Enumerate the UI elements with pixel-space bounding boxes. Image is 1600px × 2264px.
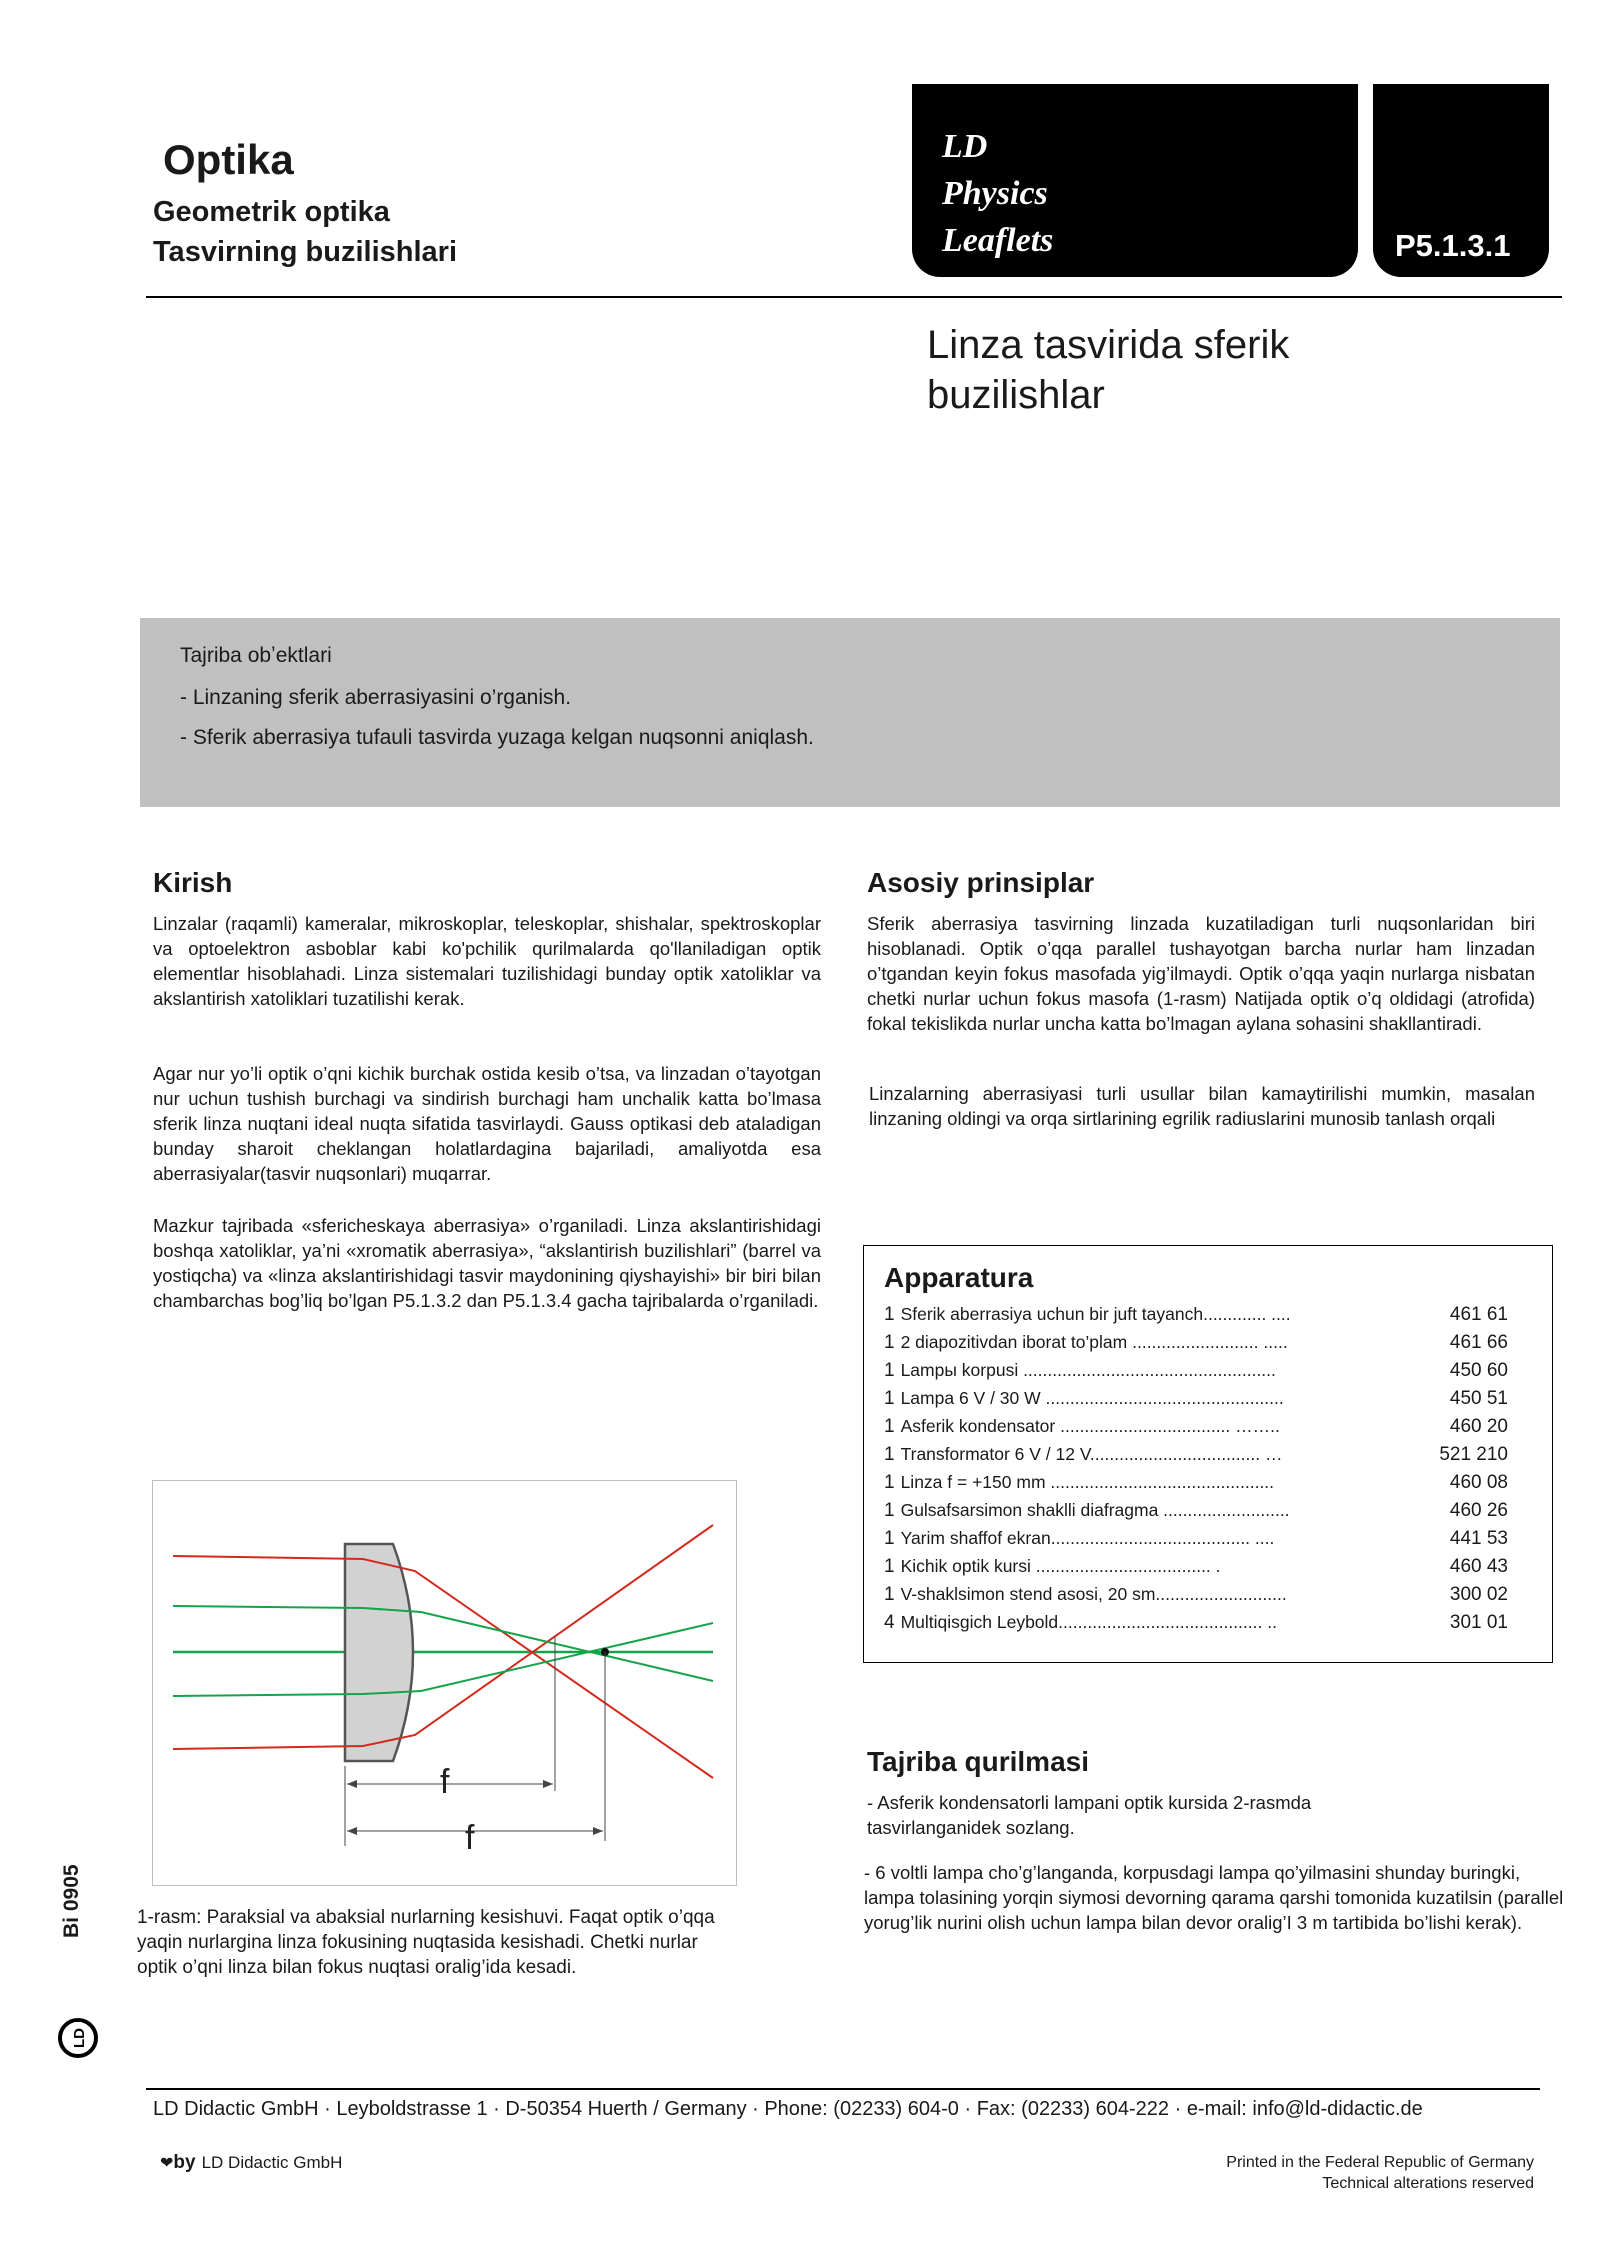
apparatus-item-code: 450 51	[1449, 1388, 1508, 1409]
header-rule	[146, 296, 1562, 298]
apparatus-item-code: 461 61	[1449, 1304, 1508, 1325]
outer-ray-top	[173, 1556, 713, 1778]
intro-paragraph-3: Mazkur tajribada «sfericheskaya aberrasiya» o’rganiladi. Linza akslantirishidagi boshqa xatoliklar, ya’ni «xromatik aberrasiya», “akslantirish buzilishlari” (barrel va yostiqcha) va «linza akslantirishidagi tasvir maydonining qiyshayishi» bir biri bilan chambarchas bog’liq bo’lgan P5.1.3.2 dan P5.1.3.4 gacha tajribalarda o’rganiladi.	[153, 1215, 821, 1311]
apparatus-item-qty: 1	[884, 1360, 895, 1381]
footer-address: LD Didactic GmbH · Leyboldstrasse 1 · D-50354 Huerth / Germany · Phone: (02233) 604-0 · Fax: (02233) 604-222 · e-mail: info@ld-didactic.de	[153, 2098, 1423, 2120]
heart-icon: ❤	[160, 2155, 174, 2172]
apparatus-item-code: 460 20	[1449, 1416, 1508, 1437]
apparatus-heading: Apparatura	[884, 1262, 1034, 1293]
apparatus-item-text: V-shaklsimon stend asosi, 20 sm...........................	[900, 1584, 1287, 1604]
svg-text:LD: LD	[71, 2028, 88, 2048]
apparatus-item-text: Lampы korpusi ....................................................	[900, 1360, 1276, 1380]
figure-1	[152, 1480, 737, 1886]
setup-paragraph-2: - 6 voltli lampa cho’g’langanda, korpusdagi lampa qo’yilmasini shunday buringki, lampa tolasining yorqin siymosi devorning qarama qarshi tomonida kuzatilsin (parallel yorug’lik nurini olish uchun lampa bilan devor oralig’I 3 m tartibida bo’lishi kerak).	[864, 1862, 1564, 1933]
apparatus-item-text: 2 diapozitivdan iborat to’plam .......................... .....	[900, 1332, 1288, 1352]
apparatus-item-text: Gulsafsarsimon shaklli diafragma ..........................	[900, 1500, 1290, 1520]
leaflet-line-2: Physics	[942, 175, 1048, 212]
apparatus-item-text: Yarim shaffof ekran......................................... ....	[900, 1528, 1275, 1548]
apparatus-item-qty: 1	[884, 1500, 895, 1521]
intro-paragraph-2: Agar nur yo’li optik o’qni kichik burchak ostida kesib o’tsa, va linzadan o’tayotgan nur uchun tushish burchagi va sindirish burchagi ham unchalik katta bo’lmasa sferik linza nuqtani ideal nuqta sifatida tasvirlaydi. Gauss optikasi deb ataladigan bunday sharoit cheklangan holatlardagina bajariladi, amaliyotda esa aberrasiyalar(tasvir nuqsonlari) muqarrar.	[153, 1063, 821, 1184]
intro-paragraph-1: Linzalar (raqamli) kameralar, mikroskoplar, teleskoplar, shishalar, spektroskoplar va optoelektron asboblar kabi ko'pchilik qurilmalarda qo'llaniladigan optik elementlar hisoblahadi. Linza sistemalari tuzilishidagi bunday optik xatoliklar va akslantirish xatoliklari tuzatilishi kerak.	[153, 913, 821, 1009]
main-title	[927, 320, 1487, 420]
footer-by-company: LD Didactic GmbH	[201, 2153, 343, 2172]
setup-heading: Tajriba qurilmasi	[867, 1746, 1089, 1777]
objective-item-1: - Linzaning sferik aberrasiyasini o’rganish.	[180, 686, 572, 709]
main-title-line-1: Linza tasvirida sferik	[927, 323, 1290, 367]
apparatus-item-qty: 1	[884, 1528, 895, 1549]
apparatus-item-text: Linza f = +150 mm ..............................................	[900, 1472, 1275, 1492]
apparatus-item-qty: 1	[884, 1304, 895, 1325]
apparatus-item-text: Kichik optik kursi .................................... .	[900, 1556, 1221, 1576]
apparatus-item-code: 301 01	[1449, 1612, 1508, 1633]
apparatus-item-qty: 1	[884, 1416, 895, 1437]
apparatus-item-qty: 1	[884, 1388, 895, 1409]
label-f2: f	[465, 1819, 475, 1857]
apparatus-item	[884, 1416, 1524, 1438]
apparatus-item-text: Asferik kondensator ................................... ……..	[900, 1416, 1280, 1436]
apparatus-box	[863, 1245, 1553, 1663]
setup-paragraph-1: - Asferik kondensatorli lampani optik kursida 2-rasmda tasvirlanganidek sozlang.	[867, 1792, 1312, 1838]
apparatus-item	[884, 1444, 1524, 1466]
apparatus-item-text: Lampa 6 V / 30 W .................................................	[900, 1388, 1284, 1408]
apparatus-item-code: 300 02	[1449, 1584, 1508, 1605]
apparatus-item-qty: 1	[884, 1556, 895, 1577]
header-subtitle-1: Geometrik optika	[153, 196, 390, 228]
objectives-box	[140, 618, 1560, 807]
apparatus-item-text: Sferik aberrasiya uchun bir juft tayanch............. ....	[900, 1304, 1291, 1324]
header-subtitle-2: Tasvirning buzilishlari	[153, 236, 458, 268]
dim-arrow-f2-left	[347, 1827, 357, 1835]
objective-item-2: - Sferik aberrasiya tufauli tasvirda yuzaga kelgan nuqsonni aniqlash.	[180, 726, 814, 749]
document-side-code: Bi 0905	[60, 1864, 83, 1938]
footer-by: by	[173, 2152, 196, 2173]
objectives-heading: Tajriba obʼektlari	[180, 644, 332, 667]
apparatus-item-qty: 1	[884, 1332, 895, 1353]
dim-arrow-f2-right	[593, 1827, 603, 1835]
spherical-aberration-diagram	[153, 1481, 738, 1887]
apparatus-item-code: 460 43	[1449, 1556, 1508, 1577]
apparatus-item-code: 460 26	[1449, 1500, 1508, 1521]
ld-physics-leaflets-box	[912, 84, 1358, 277]
figure-caption: 1-rasm: Paraksial va abaksial nurlarning kesishuvi. Faqat optik o’qqa yaqin nurlargina linza fokusining nuqtasida kesishadi. Chetki nurlar optik o’qni linza bilan fokus nuqtasi oralig’ida kesadi.	[137, 1907, 715, 1978]
apparatus-item	[884, 1584, 1524, 1606]
intro-heading: Kirish	[153, 867, 233, 898]
footer-by-line	[160, 2152, 342, 2174]
footer-printed	[1226, 2152, 1534, 2194]
inner-ray-top	[173, 1606, 713, 1681]
apparatus-item-text: Multiqisgich Leybold.......................................... ..	[900, 1612, 1277, 1632]
apparatus-item	[884, 1612, 1524, 1634]
dim-arrow-f1-left	[347, 1780, 357, 1788]
principles-paragraph-1: Sferik aberrasiya tasvirning linzada kuzatiladigan turli nuqsonlaridan biri hisoblanadi. Optik o’qqa parallel tushayotgan barcha nurlar ham linzadan o’tgandan keyin fokus masofada yig’ilmaydi. Optik o’qqa yaqin nurlarga nisbatan chetki nurlar uchun fokus masofa (1-rasm) Natijada optik o’q oldidagi (atrofida) fokal tekislikda nurlar uncha katta bo’lmagan aylana sohasini shakllantiradi.	[867, 913, 1535, 1034]
label-f1: f	[440, 1763, 450, 1801]
principles-paragraph-2: Linzalarning aberrasiyasi turli usullar bilan kamaytirilishi mumkin, masalan linzaning oldingi va orqa sirtlarining egrilik radiuslarini munosib tanlash orqali	[869, 1083, 1535, 1129]
apparatus-item	[884, 1472, 1524, 1494]
leaflet-line-3: Leaflets	[942, 222, 1054, 259]
leaflet-line-1: LD	[942, 128, 988, 165]
apparatus-item-code: 521 210	[1439, 1444, 1508, 1465]
apparatus-item	[884, 1556, 1524, 1578]
header-title: Optika	[163, 136, 294, 183]
apparatus-item-text: Transformator 6 V / 12 V................................... …	[900, 1444, 1283, 1464]
footer-printed-line-2: Technical alterations reserved	[1322, 2175, 1534, 2192]
footer-rule	[146, 2088, 1540, 2090]
leaflet-code-box	[1373, 84, 1549, 277]
leaflet-code: P5.1.3.1	[1395, 228, 1511, 263]
apparatus-item-code: 461 66	[1449, 1332, 1508, 1353]
dim-arrow-f1-right	[543, 1780, 553, 1788]
footer-printed-line-1: Printed in the Federal Republic of Germany	[1226, 2154, 1534, 2171]
apparatus-item	[884, 1332, 1524, 1354]
apparatus-item-qty: 1	[884, 1444, 895, 1465]
apparatus-item-qty: 1	[884, 1584, 895, 1605]
principles-heading: Asosiy prinsiplar	[867, 867, 1095, 898]
apparatus-item	[884, 1528, 1524, 1550]
plano-convex-lens	[345, 1544, 413, 1761]
ld-logo-icon	[56, 2016, 100, 2060]
apparatus-item-code: 450 60	[1449, 1360, 1508, 1381]
apparatus-item	[884, 1304, 1524, 1326]
apparatus-item-qty: 4	[884, 1612, 895, 1633]
inner-ray-bottom	[173, 1623, 713, 1696]
main-title-line-2: buzilishlar	[927, 373, 1105, 417]
apparatus-item	[884, 1500, 1524, 1522]
apparatus-item-code: 441 53	[1449, 1528, 1508, 1549]
apparatus-item-code: 460 08	[1449, 1472, 1508, 1493]
apparatus-item-qty: 1	[884, 1472, 895, 1493]
apparatus-item	[884, 1360, 1524, 1382]
outer-ray-bottom	[173, 1525, 713, 1749]
apparatus-item	[884, 1388, 1524, 1410]
